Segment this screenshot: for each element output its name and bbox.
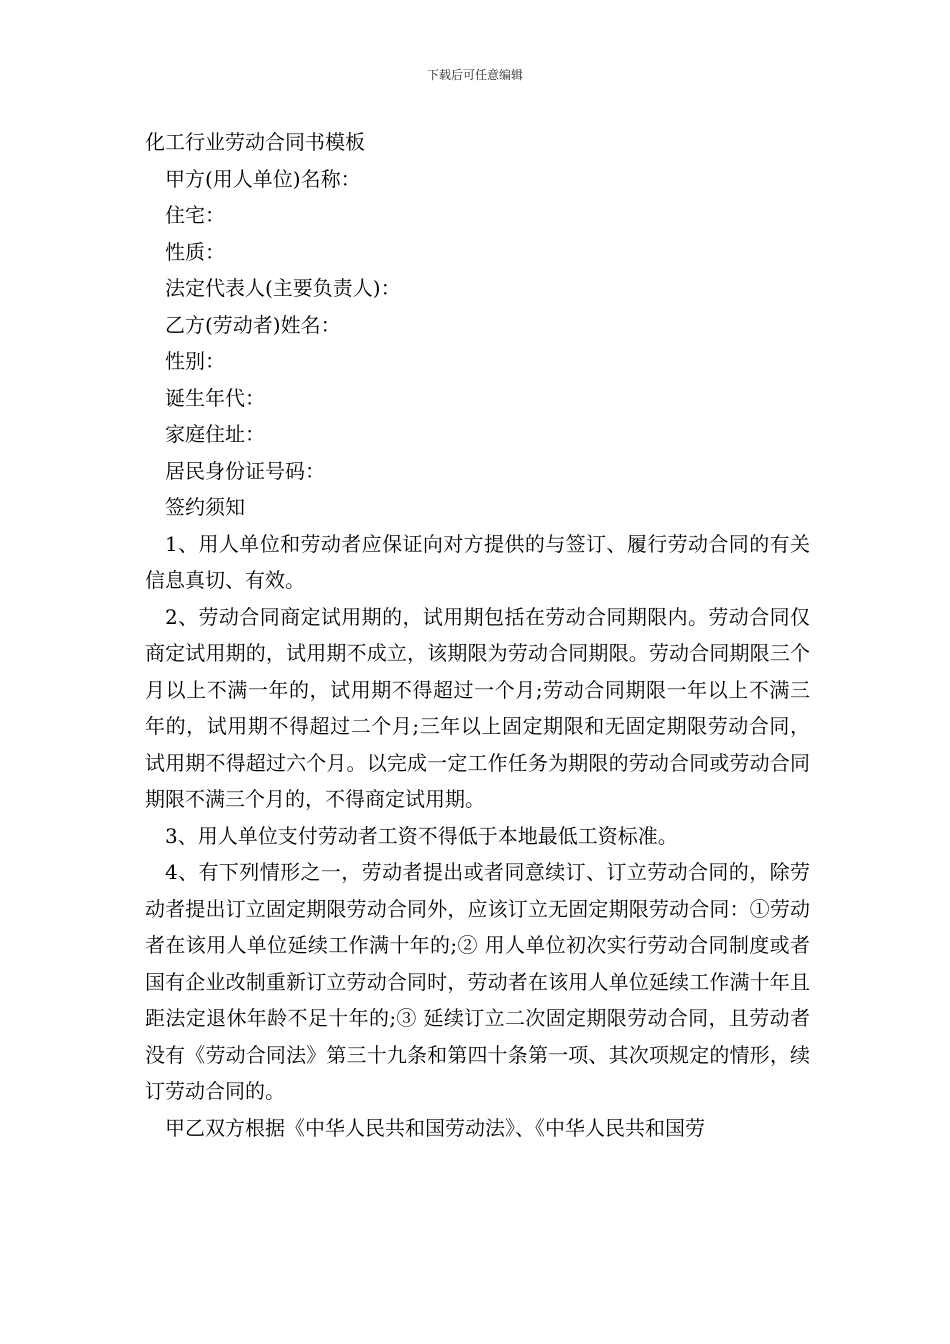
field-legal-representative: 法定代表人(主要负责人)： <box>165 276 401 300</box>
field-gender: 性别： <box>165 349 225 373</box>
field-birth-date: 诞生年代： <box>165 385 265 410</box>
contract-intro-paragraph: 甲乙双方根据《中华人民共和国劳动法》、《中华人民共和国劳 <box>165 1115 705 1140</box>
notice-paragraph-1: 1、用人单位和劳动者应保证向对方提供的与签订、履行劳动合同的有关信息真切、有效。 <box>145 531 810 592</box>
field-id-number: 居民身份证号码： <box>165 458 325 483</box>
field-nature: 性质： <box>165 239 225 264</box>
document-title: 化工行业劳动合同书模板 <box>145 130 365 154</box>
page-header-note: 下载后可任意编辑 <box>426 68 523 82</box>
field-home-address: 家庭住址： <box>165 422 265 446</box>
notice-paragraph-2: 2、劳动合同商定试用期的，试用期包括在劳动合同期限内。劳动合同仅商定试用期的，试用期不成立，该期限为劳动合同期限。劳动合同期限三个月以上不满一年的，试用期不得超过一个月;劳动合同期限一年以上不满三年的，试用期不得超过二个月;三年以上固定期限和无固定期限劳动合同，试用期不得超过六个月。以完成一定工作任务为期限的劳动合同或劳动合同期限不满三个月的，不得商定试用期。 <box>145 604 810 811</box>
field-employer-name: 甲方(用人单位)名称： <box>165 166 361 191</box>
field-employee-name: 乙方(劳动者)姓名： <box>165 312 341 337</box>
notice-paragraph-3: 3、用人单位支付劳动者工资不得低于本地最低工资标准。 <box>165 823 678 848</box>
notice-paragraph-4: 4、有下列情形之一，劳动者提出或者同意续订、订立劳动合同的，除劳动者提出订立固定期限劳动合同外，应该订立无固定期限劳动合同：①劳动者在该用人单位延续工作满十年的;② 用人单位初次实行劳动合同制度或者国有企业改制重新订立劳动合同时，劳动者在该用人单位延续工作满十年且距法定退休年龄不足十年的;③ 延续订立二次固定期限劳动合同，且劳动者没有《劳动合同法》第三十九条和第四十条第一项、其次项规定的情形，续订劳动合同的。 <box>145 860 810 1103</box>
contract-document <box>145 124 810 1146</box>
field-residence: 住宅： <box>165 203 225 227</box>
section-heading-signing-notes: 签约须知 <box>165 495 245 519</box>
